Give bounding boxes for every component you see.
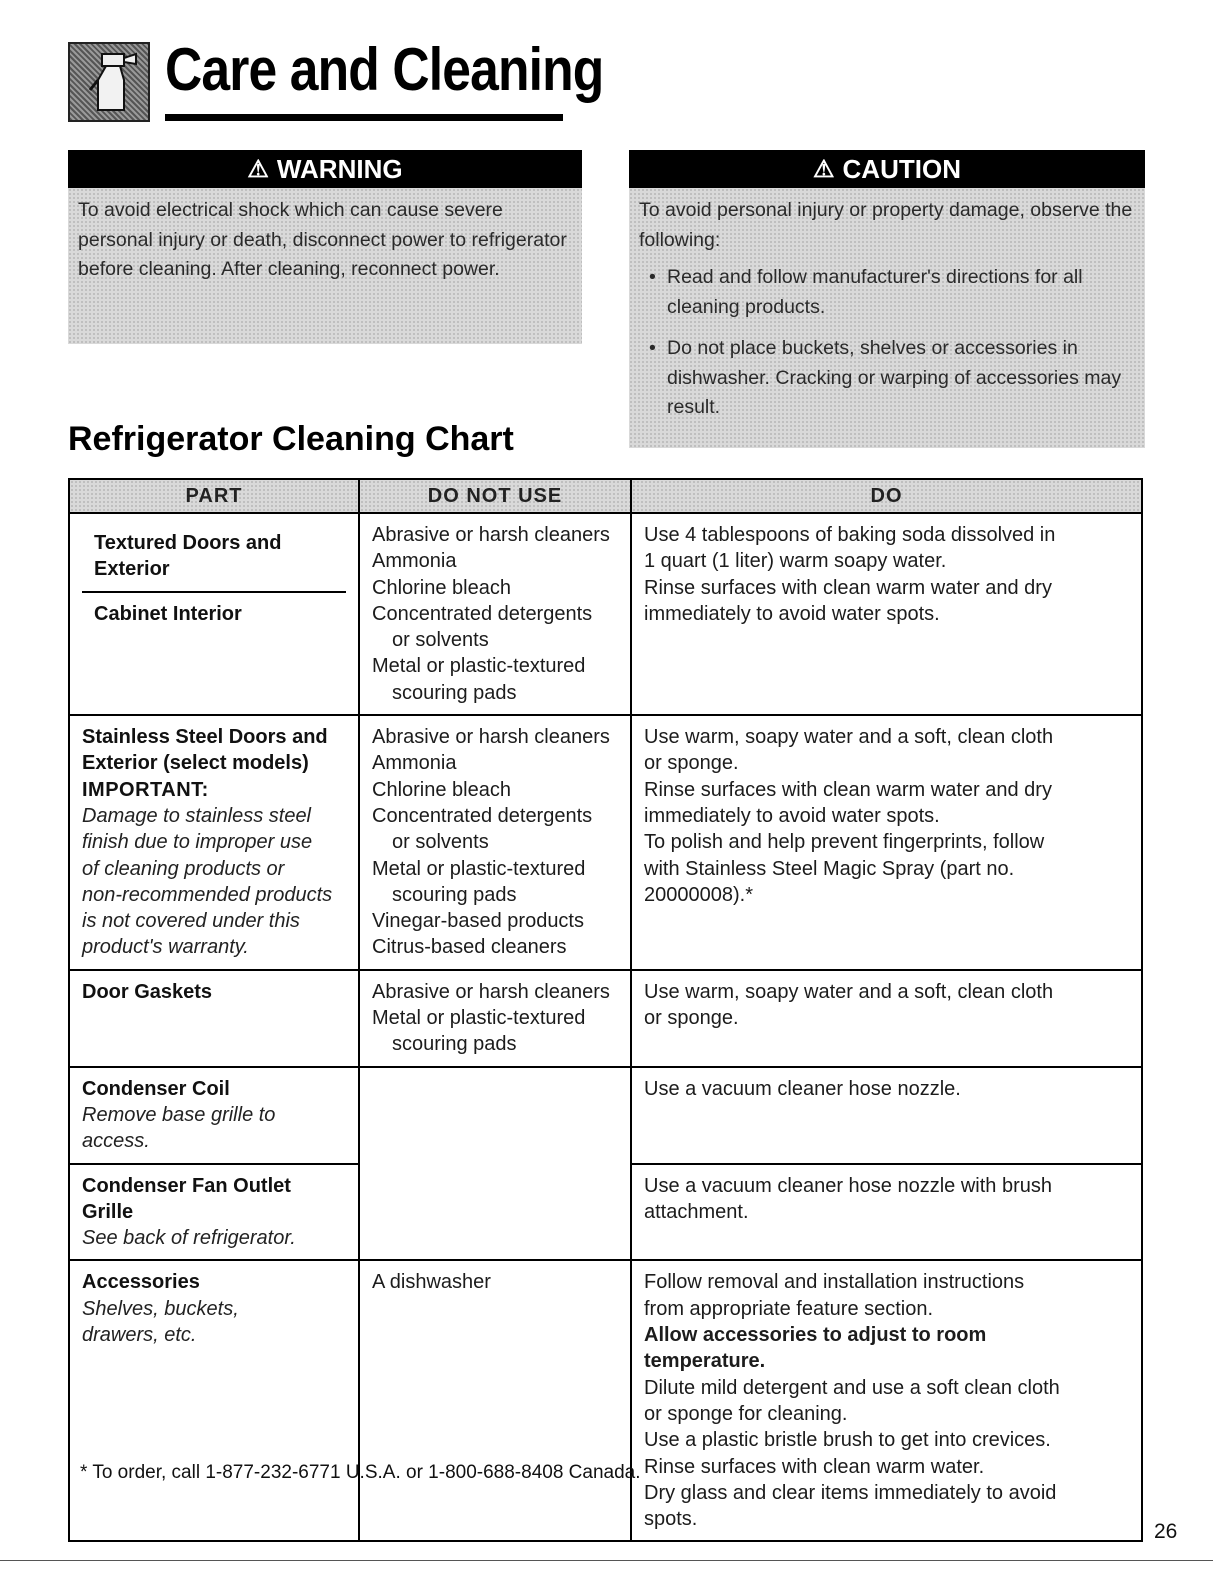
part-cell bbox=[69, 1260, 359, 1541]
do-text: 1 quart (1 liter) warm soapy water. bbox=[644, 550, 947, 573]
do-text: Dry glass and clear items immediately to avoid bbox=[644, 1481, 1057, 1504]
caution-item: • Read and follow manufacturer's directions for all cleaning products. bbox=[639, 263, 1135, 322]
part-cell bbox=[69, 1067, 359, 1164]
part-note: Remove base grille to access. bbox=[82, 1103, 276, 1153]
do-text: Use warm, soapy water and a soft, clean cloth bbox=[644, 980, 1054, 1003]
part-name: Condenser Coil bbox=[82, 1077, 230, 1100]
part-name: Condenser Fan Outlet Grille bbox=[82, 1174, 291, 1223]
do-not-use-item: Abrasive or harsh cleaners bbox=[372, 726, 610, 749]
part-name: Door Gaskets bbox=[82, 980, 213, 1003]
do-not-use-item: Vinegar-based products bbox=[372, 910, 584, 933]
do-text: Dilute mild detergent and use a soft clean cloth bbox=[644, 1376, 1060, 1399]
do-not-use-item: Metal or plastic-textured bbox=[372, 857, 586, 880]
table-header-row bbox=[69, 479, 1142, 513]
do-text: with Stainless Steel Magic Spray (part no. bbox=[644, 857, 1015, 880]
do-text: Use a vacuum cleaner hose nozzle. bbox=[644, 1077, 961, 1100]
do-not-use-item: scouring pads bbox=[392, 1033, 517, 1056]
do-not-use-item: Metal or plastic-textured bbox=[372, 655, 586, 678]
part-note: finish due to improper use bbox=[82, 831, 313, 854]
page-title: Care and Cleaning bbox=[165, 36, 604, 103]
do-not-use-item: Citrus-based cleaners bbox=[372, 936, 567, 959]
do-cell bbox=[631, 513, 1142, 715]
section-title: Refrigerator Cleaning Chart bbox=[68, 420, 514, 458]
column-header-part: PART bbox=[69, 479, 359, 513]
part-note: of cleaning products or bbox=[82, 857, 285, 880]
caution-intro: To avoid personal injury or property damage, observe the following: bbox=[639, 199, 1133, 251]
do-not-use-item: Metal or plastic-textured bbox=[372, 1007, 586, 1030]
part-cell bbox=[69, 970, 359, 1067]
do-text: Rinse surfaces with clean warm water. bbox=[644, 1455, 985, 1478]
do-cell bbox=[631, 1067, 1142, 1164]
part-note: non-recommended products bbox=[82, 883, 333, 906]
do-text: Use a vacuum cleaner hose nozzle with brush bbox=[644, 1174, 1052, 1197]
do-not-use-item: or solvents bbox=[392, 629, 489, 652]
do-not-use-item: Abrasive or harsh cleaners bbox=[372, 980, 610, 1003]
warning-heading: WARNING bbox=[276, 153, 403, 184]
do-cell bbox=[631, 970, 1142, 1067]
part-cell bbox=[69, 715, 359, 970]
part-name: Textured Doors and Exterior bbox=[94, 532, 282, 581]
part-cell bbox=[69, 1164, 359, 1261]
important-label: IMPORTANT: bbox=[82, 778, 209, 801]
do-text-bold: temperature. bbox=[644, 1350, 766, 1373]
table-row bbox=[69, 1067, 1142, 1164]
do-text: from appropriate feature section. bbox=[644, 1297, 934, 1320]
do-not-use-item: Chlorine bleach bbox=[372, 576, 511, 599]
part-cell bbox=[69, 513, 359, 715]
table-row bbox=[69, 513, 1142, 715]
do-not-use-item: scouring pads bbox=[392, 883, 517, 906]
caution-item: • Do not place buckets, shelves or accessories in dishwasher. Cracking or warping of accessories may result. bbox=[639, 334, 1135, 423]
caution-heading: CAUTION bbox=[842, 153, 961, 184]
caution-box bbox=[629, 150, 1145, 448]
caution-list bbox=[639, 263, 1135, 423]
do-cell bbox=[631, 1164, 1142, 1261]
do-text: or sponge for cleaning. bbox=[644, 1402, 848, 1425]
do-not-use-item: Ammonia bbox=[372, 550, 457, 573]
do-not-use-item: Ammonia bbox=[372, 752, 457, 775]
footnote: * To order, call 1-877-232-6771 U.S.A. or 1-800-688-8408 Canada. bbox=[80, 1462, 641, 1483]
part-name: Accessories bbox=[82, 1271, 200, 1294]
do-text: immediately to avoid water spots. bbox=[644, 804, 940, 827]
part-note: is not covered under this bbox=[82, 910, 300, 933]
do-text: Rinse surfaces with clean warm water and dry bbox=[644, 576, 1052, 599]
do-text: Use warm, soapy water and a soft, clean cloth bbox=[644, 726, 1054, 749]
do-not-use-item: or solvents bbox=[392, 831, 489, 854]
warning-box bbox=[68, 150, 582, 344]
part-name: Cabinet Interior bbox=[94, 602, 242, 625]
do-text: or sponge. bbox=[644, 1007, 739, 1030]
part-note: product's warranty. bbox=[82, 936, 249, 959]
table-row bbox=[69, 970, 1142, 1067]
do-text: Use a plastic bristle brush to get into crevices. bbox=[644, 1429, 1051, 1452]
title-underline bbox=[165, 114, 563, 121]
page-number: 26 bbox=[1154, 1520, 1178, 1543]
do-not-use-item: Concentrated detergents bbox=[372, 602, 593, 625]
do-text-bold: Allow accessories to adjust to room bbox=[644, 1324, 987, 1347]
do-text: spots. bbox=[644, 1508, 698, 1531]
do-text: To polish and help prevent fingerprints, follow bbox=[644, 831, 1045, 854]
do-text: Follow removal and installation instructions bbox=[644, 1271, 1025, 1294]
do-not-use-item: A dishwasher bbox=[372, 1271, 491, 1294]
do-text: Rinse surfaces with clean warm water and dry bbox=[644, 778, 1052, 801]
warning-body: To avoid electrical shock which can cause severe personal injury or death, disconnect power to refrigerator before cleaning. After cleaning, reconnect power. bbox=[68, 188, 582, 344]
do-not-use-cell bbox=[359, 715, 631, 970]
warning-header bbox=[68, 150, 582, 188]
do-not-use-cell bbox=[359, 513, 631, 715]
column-header-do-not-use: DO NOT USE bbox=[359, 479, 631, 513]
part-name: Stainless Steel Doors and Exterior (select models) bbox=[82, 726, 328, 775]
table-row bbox=[69, 715, 1142, 970]
caution-body bbox=[629, 188, 1145, 448]
do-not-use-cell bbox=[359, 1260, 631, 1541]
do-cell bbox=[631, 1260, 1142, 1541]
do-not-use-item: Abrasive or harsh cleaners bbox=[372, 524, 610, 546]
part-note: Shelves, buckets, bbox=[82, 1297, 239, 1320]
column-header-do: DO bbox=[631, 479, 1142, 513]
part-note: drawers, etc. bbox=[82, 1324, 197, 1347]
bottom-rule bbox=[0, 1560, 1213, 1561]
caution-header bbox=[629, 150, 1145, 188]
do-text: 20000008).* bbox=[644, 883, 753, 906]
do-not-use-cell bbox=[359, 1067, 631, 1261]
do-text: Use 4 tablespoons of baking soda dissolved in bbox=[644, 524, 1056, 546]
do-not-use-cell bbox=[359, 970, 631, 1067]
part-note: See back of refrigerator. bbox=[82, 1227, 296, 1250]
caution-triangle-icon: ⚠ bbox=[813, 155, 835, 183]
do-text: immediately to avoid water spots. bbox=[644, 602, 940, 625]
do-not-use-item: Chlorine bleach bbox=[372, 778, 511, 801]
cleaning-chart-table bbox=[68, 478, 1143, 1542]
do-not-use-item: Concentrated detergents bbox=[372, 804, 593, 827]
do-text: or sponge. bbox=[644, 752, 739, 775]
spray-bottle-icon bbox=[68, 42, 150, 122]
do-not-use-item: scouring pads bbox=[392, 681, 517, 704]
part-note: Damage to stainless steel bbox=[82, 804, 312, 827]
do-text: attachment. bbox=[644, 1200, 749, 1223]
do-cell bbox=[631, 715, 1142, 970]
table-row bbox=[69, 1260, 1142, 1541]
warning-triangle-icon: ⚠ bbox=[247, 155, 269, 183]
